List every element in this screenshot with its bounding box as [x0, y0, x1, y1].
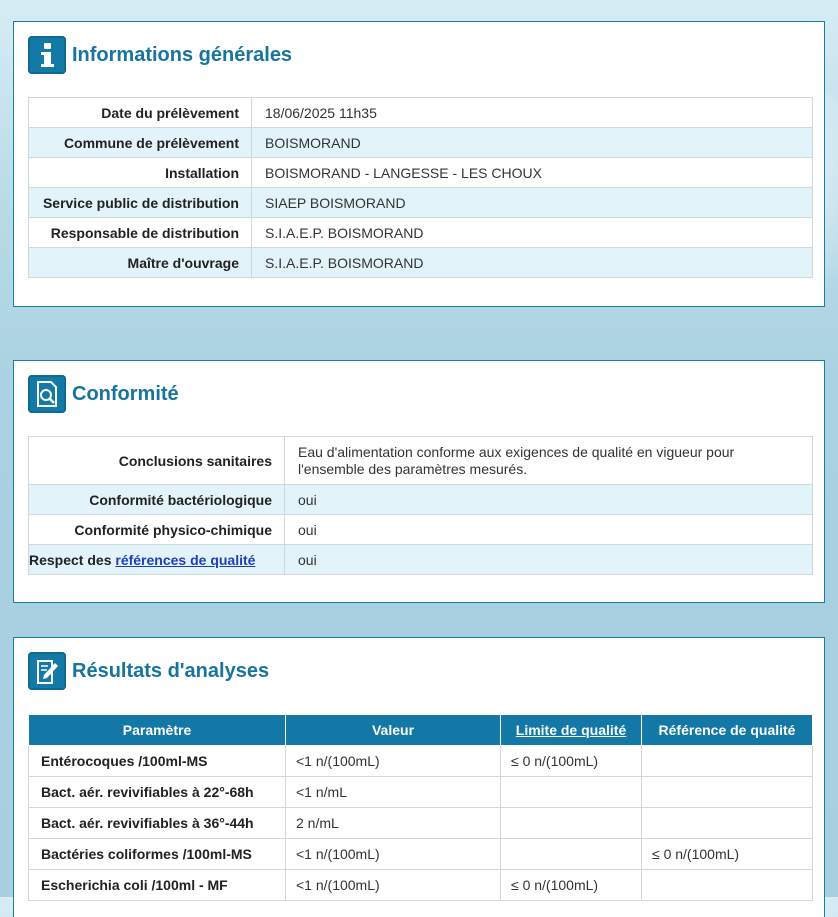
table-row	[29, 777, 813, 808]
table-row	[29, 515, 813, 545]
info-value: S.I.A.E.P. BOISMORAND	[252, 248, 813, 278]
table-row	[29, 158, 813, 188]
info-value: BOISMORAND - LANGESSE - LES CHOUX	[252, 158, 813, 188]
info-label: Commune de prélèvement	[29, 128, 252, 158]
info-label: Date du prélèvement	[29, 98, 252, 128]
table-header-row	[29, 715, 813, 746]
col-parametre: Paramètre	[29, 715, 286, 746]
limite-qualite-link[interactable]: Limite de qualité	[515, 722, 627, 738]
info-label: Maître d'ouvrage	[29, 248, 252, 278]
conformite-title: Conformité	[72, 382, 179, 405]
info-value: 18/06/2025 11h35	[252, 98, 813, 128]
table-row	[29, 839, 813, 870]
limite-cell: ≤ 0 n/(100mL)	[501, 870, 642, 901]
references-qualite-link[interactable]: références de qualité	[115, 551, 256, 568]
info-label: Responsable de distribution	[29, 218, 252, 248]
table-row	[29, 98, 813, 128]
conformite-label: Conclusions sanitaires	[29, 437, 285, 485]
reference-cell	[642, 777, 813, 808]
reference-cell	[642, 808, 813, 839]
parametre-cell: Escherichia coli /100ml - MF	[29, 870, 286, 901]
col-valeur: Valeur	[286, 715, 501, 746]
info-value: S.I.A.E.P. BOISMORAND	[252, 218, 813, 248]
table-row	[29, 188, 813, 218]
conformite-table	[28, 436, 813, 575]
conformite-label: Conformité physico-chimique	[29, 515, 285, 545]
parametre-cell: Entérocoques /100ml-MS	[29, 746, 286, 777]
reference-cell	[642, 870, 813, 901]
info-header	[28, 36, 292, 74]
conformite-label	[29, 545, 285, 575]
document-search-icon	[28, 375, 66, 413]
respect-prefix: Respect des	[29, 551, 116, 568]
valeur-cell: 2 n/mL	[286, 808, 501, 839]
table-row	[29, 870, 813, 901]
col-limite	[501, 715, 642, 746]
limite-cell: ≤ 0 n/(100mL)	[501, 746, 642, 777]
reference-cell	[642, 746, 813, 777]
table-row	[29, 808, 813, 839]
conformite-value: oui	[285, 545, 813, 575]
info-value: SIAEP BOISMORAND	[252, 188, 813, 218]
table-row	[29, 437, 813, 485]
resultats-table	[28, 714, 813, 901]
info-label: Service public de distribution	[29, 188, 252, 218]
table-row	[29, 485, 813, 515]
info-title: Informations générales	[72, 43, 293, 66]
parametre-cell: Bact. aér. revivifiables à 36°-44h	[29, 808, 286, 839]
col-reference: Référence de qualité	[642, 715, 813, 746]
resultats-header	[28, 652, 269, 690]
info-table	[28, 97, 813, 278]
conformite-panel	[13, 360, 825, 603]
valeur-cell: <1 n/(100mL)	[286, 746, 501, 777]
conformite-value: oui	[285, 515, 813, 545]
valeur-cell: <1 n/(100mL)	[286, 839, 501, 870]
parametre-cell: Bact. aér. revivifiables à 22°-68h	[29, 777, 286, 808]
info-panel	[13, 21, 825, 307]
resultats-title: Résultats d'analyses	[72, 659, 270, 682]
resultats-panel	[13, 637, 825, 917]
conformite-label: Conformité bactériologique	[29, 485, 285, 515]
info-icon	[28, 36, 66, 74]
table-row	[29, 218, 813, 248]
limite-cell	[501, 777, 642, 808]
table-row	[29, 746, 813, 777]
limite-cell	[501, 839, 642, 870]
info-value: BOISMORAND	[252, 128, 813, 158]
conformite-header	[28, 375, 179, 413]
conformite-value: oui	[285, 485, 813, 515]
table-row	[29, 248, 813, 278]
conformite-value: Eau d'alimentation conforme aux exigences de qualité en vigueur pour l'ensemble des paramètres mesurés.	[285, 437, 813, 485]
limite-cell	[501, 808, 642, 839]
valeur-cell: <1 n/mL	[286, 777, 501, 808]
reference-cell: ≤ 0 n/(100mL)	[642, 839, 813, 870]
parametre-cell: Bactéries coliformes /100ml-MS	[29, 839, 286, 870]
valeur-cell: <1 n/(100mL)	[286, 870, 501, 901]
document-edit-icon	[28, 652, 66, 690]
info-label: Installation	[29, 158, 252, 188]
table-row	[29, 128, 813, 158]
table-row	[29, 545, 813, 575]
